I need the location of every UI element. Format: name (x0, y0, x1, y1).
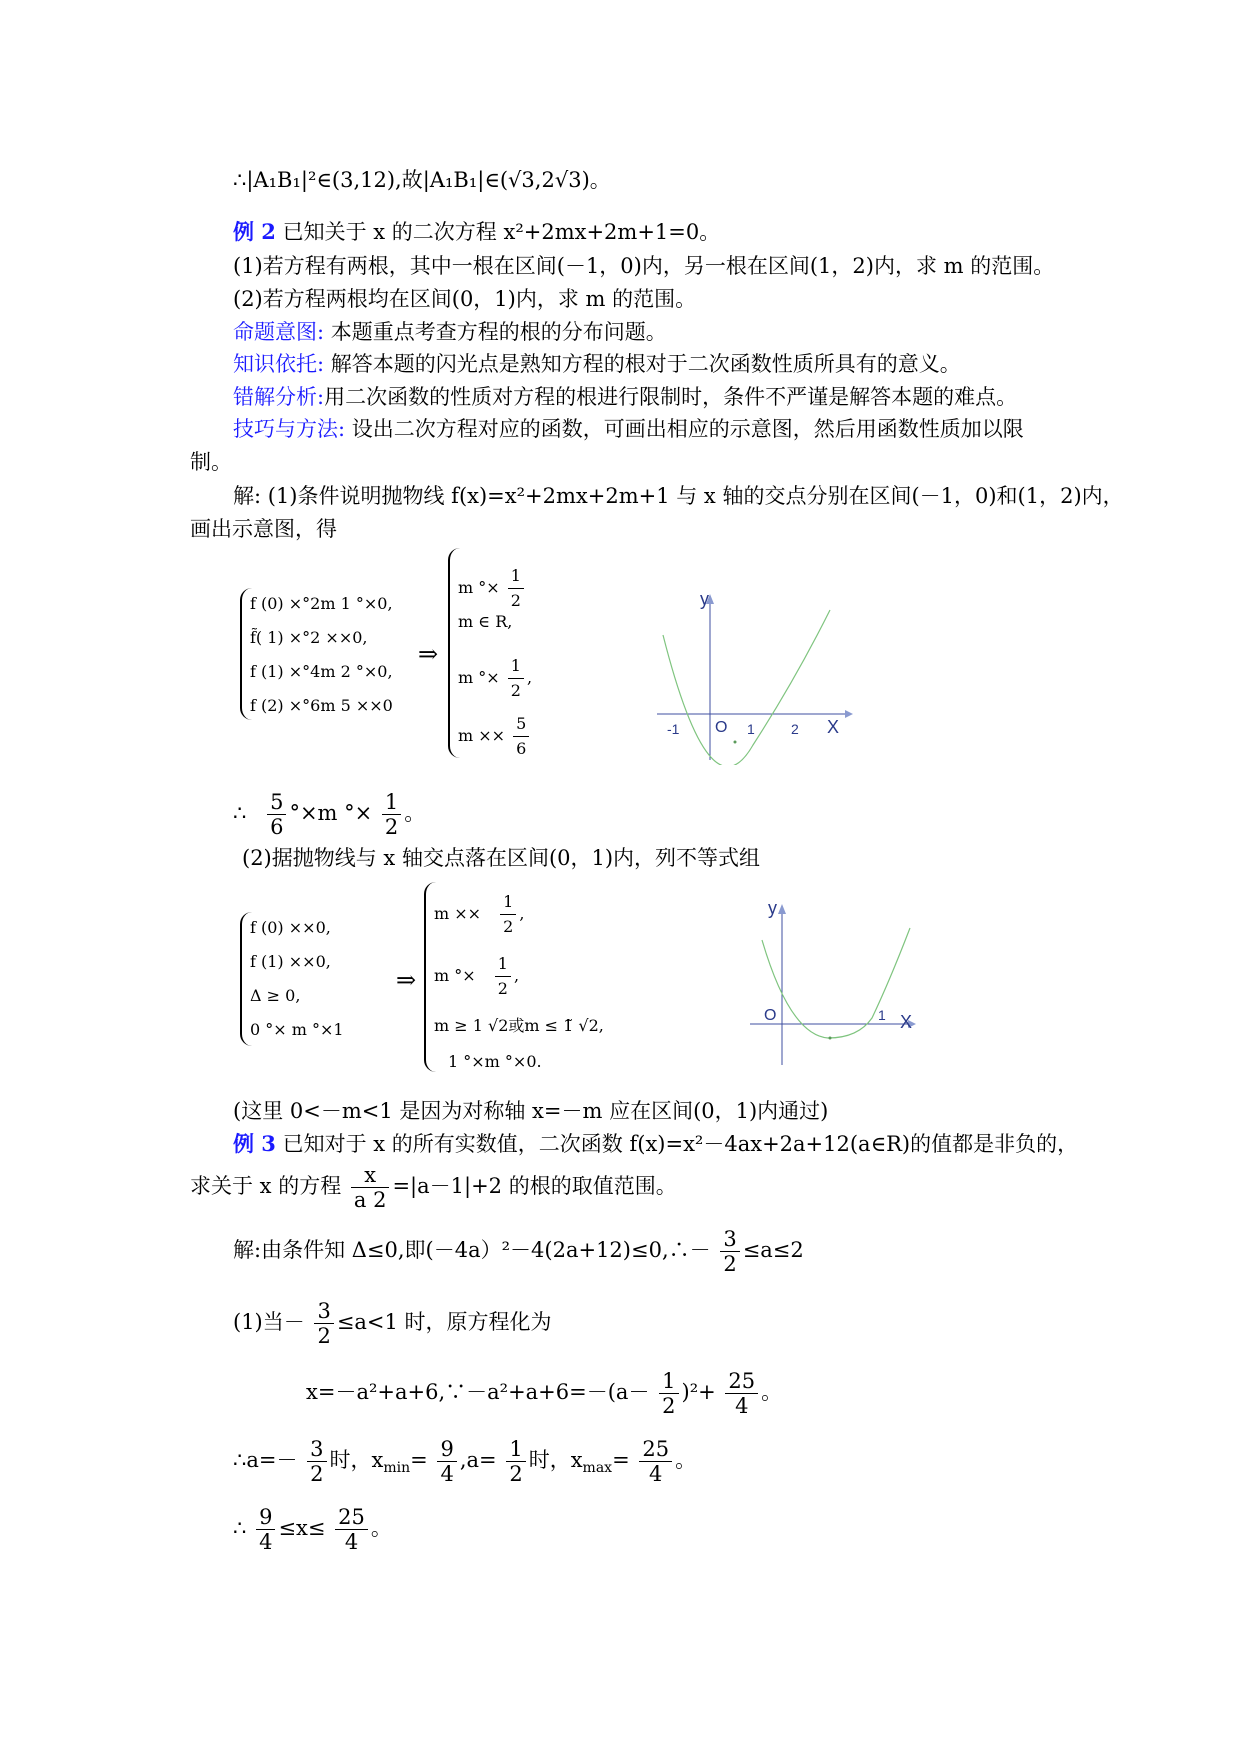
right-row-text: m ×× (434, 904, 482, 923)
system-2-right-row: m ×× $\frac{1}{2}$ , (434, 890, 524, 939)
fraction: $\frac{9}{4}$ (437, 1437, 456, 1486)
example-2-line (233, 218, 720, 246)
intent-text: 本题重点考查方程的根的分布问题。 (324, 320, 667, 344)
basis-text: 解答本题的闪光点是熟知方程的根对于二次函数性质所具有的意义。 (324, 352, 961, 376)
right-row-text: m °× (434, 966, 476, 985)
case-1 (233, 1299, 552, 1348)
system-2-left-row: f (0) ××0, (250, 918, 331, 937)
vertex-point (734, 741, 737, 744)
error-text: 用二次函数的性质对方程的根进行限制时，条件不严谨是解答本题的难点。 (324, 385, 1018, 409)
technique-text: 设出二次方程对应的函数，可画出相应的示意图，然后用函数性质加以限 (345, 417, 1024, 441)
tick-label: -1 (667, 721, 680, 737)
system-2-right-row: m ≥ 1 √2或m ≤ 1̃ √2, (434, 1016, 604, 1035)
technique-label: 技巧与方法: (233, 417, 346, 441)
system-1-left-row: f (1) ×°4m 2 °×0, (250, 662, 393, 681)
fraction: $\frac{25}{4}$ (725, 1369, 758, 1418)
system-1-right-row (458, 564, 527, 613)
right-row-text: m ×× (458, 726, 506, 745)
period: 。 (404, 801, 426, 825)
error-line (233, 383, 1017, 411)
example-2-text: 已知关于 x 的二次方程 x²+2mx+2m+1=0。 (275, 220, 721, 244)
fraction: $\frac{1}{2}$ (508, 564, 524, 613)
vertex-point (829, 1037, 832, 1040)
intent-line (233, 318, 667, 346)
fraction: $\frac{9}{4}$ (256, 1505, 275, 1554)
system-2-left-row: f (1) ××0, (250, 952, 331, 971)
fraction: $\frac{1}{2}$ (659, 1369, 678, 1418)
system-1-right-row: m ∈ R, (458, 612, 513, 631)
text: =|a－1|+2 的根的取值范围。 (392, 1174, 677, 1198)
text: ∴ (233, 1516, 247, 1540)
question-2: (2)若方程两根均在区间(0，1)内，求 m 的范围。 (233, 287, 697, 311)
text: = (612, 1448, 630, 1472)
parabola-graph-1 (655, 590, 855, 765)
therefore: ∴ (233, 801, 247, 825)
inequality-mid: °×m °× (289, 801, 373, 825)
final-line (233, 1505, 392, 1554)
system-1-left-row: f (2) ×°6m 5 ××0 (250, 696, 393, 715)
example-2-label: 例 2 (233, 219, 276, 244)
fraction: $\frac{1}{2}$ (495, 952, 511, 1001)
example-3-line-b (190, 1163, 677, 1212)
fraction: $\frac{1}{2}$ (500, 890, 516, 939)
fraction: $\frac{1}{2}$ (506, 1437, 525, 1486)
system-2-right-row: m °× $\frac{1}{2}$ , (434, 952, 519, 1001)
solution-1: 解: (1)条件说明抛物线 f(x)=x²+2mx+2m+1 与 x 轴的交点分别在区间(－1，0)和(1，2)内， (233, 484, 1124, 508)
fraction: $\frac{3}{2}$ (720, 1227, 739, 1276)
fraction: $\frac{1}{2}$ (382, 790, 401, 839)
text: 时，x (329, 1448, 384, 1472)
right-row-text: m °× (458, 578, 500, 597)
system-2-left-row: Δ ≥ 0, (250, 986, 301, 1005)
x-label: X (827, 717, 840, 737)
tick-label: 1 (747, 721, 755, 737)
text: )²+ (681, 1380, 716, 1404)
y-label: y (768, 900, 777, 918)
text: ,a= (459, 1448, 497, 1472)
fraction: $\frac{5}{6}$ (267, 790, 286, 839)
text: ∴a=－ (233, 1448, 298, 1472)
parabola-curve (663, 610, 830, 765)
fraction: $\frac{3}{2}$ (307, 1437, 326, 1486)
tick-label: 2 (791, 721, 799, 737)
note-line: (这里 0<－m<1 是因为对称轴 x=－m 应在区间(0，1)内通过) (233, 1099, 829, 1123)
text: ≤a<1 时，原方程化为 (336, 1310, 552, 1334)
system-1-left-row: f (0) ×°2m 1 °×0, (250, 594, 393, 613)
equation-1 (306, 1369, 782, 1418)
text: 求关于 x 的方程 (190, 1174, 342, 1198)
example-3-line (233, 1130, 1078, 1158)
fraction: $\frac{25}{4}$ (335, 1505, 368, 1554)
system-1-arrow: ⇒ (418, 640, 439, 668)
question-1: (1)若方程有两根，其中一根在区间(－1，0)内，另一根在区间(1，2)内，求 m 的范围。 (233, 254, 1055, 278)
fraction: $\frac{3}{2}$ (314, 1299, 333, 1348)
system-2-left-row: 0 °× m °×1 (250, 1020, 344, 1039)
fraction: $\frac{5}{6}$ (513, 712, 529, 761)
system-1-right-row (458, 654, 532, 703)
basis-label: 知识依托: (233, 352, 325, 376)
solution-2: (2)据抛物线与 x 轴交点落在区间(0，1)内，列不等式组 (242, 846, 761, 870)
system-1-left-row: f̃( 1) ×°2 ××0, (250, 628, 368, 647)
origin-label: O (764, 1007, 777, 1024)
conclusion-1 (233, 790, 425, 839)
system-2-right-row: 1 °×m °×0. (448, 1052, 542, 1071)
text: 。 (675, 1448, 697, 1472)
extremes-line (233, 1437, 696, 1486)
error-label: 错解分析: (233, 385, 325, 409)
text: = (410, 1448, 428, 1472)
example-3-label: 例 3 (233, 1131, 276, 1156)
y-axis-arrow-icon (778, 904, 786, 914)
fraction: $\frac{x}{a 2}$ (351, 1163, 390, 1212)
basis-line (233, 350, 961, 378)
fraction: $\frac{25}{4}$ (639, 1437, 672, 1486)
technique-line (233, 415, 1024, 443)
subscript: min (383, 1460, 411, 1477)
text: ≤a≤2 (742, 1238, 804, 1262)
solution-3 (233, 1227, 804, 1276)
x-axis-arrow-icon (845, 710, 853, 718)
intent-label: 命题意图: (233, 320, 325, 344)
solution-1b: 画出示意图，得 (190, 517, 337, 541)
system-1-right-row (458, 712, 532, 761)
parabola-graph-2 (750, 900, 930, 1070)
text: 解:由条件知 Δ≤0,即(－4a）²－4(2a+12)≤0,∴－ (233, 1238, 711, 1262)
result-line: ∴|A₁B₁|²∈(3,12),故|A₁B₁|∈(√3,2√3)。 (233, 168, 611, 192)
text: (1)当－ (233, 1310, 305, 1334)
tick-label: 1 (878, 1007, 886, 1023)
comma: , (526, 668, 533, 687)
text: x=－a²+a+6,∵－a²+a+6=－(a－ (306, 1380, 650, 1404)
fraction: $\frac{1}{2}$ (508, 654, 524, 703)
text: 时，x (528, 1448, 583, 1472)
text: 。 (761, 1380, 783, 1404)
example-3-text: 已知对于 x 的所有实数值，二次函数 f(x)=x²－4ax+2a+12(a∈R)的值都是非负的， (275, 1132, 1079, 1156)
text: 。 (370, 1516, 392, 1540)
right-row-text: m °× (458, 668, 500, 687)
system-2-arrow: ⇒ (396, 966, 417, 994)
x-label: X (900, 1012, 913, 1032)
subscript: max (582, 1460, 613, 1477)
origin-label: O (715, 719, 728, 736)
parabola-curve (762, 928, 913, 1038)
technique-cont: 制。 (190, 450, 232, 474)
text: ≤x≤ (278, 1516, 326, 1540)
y-label: y (700, 590, 709, 609)
